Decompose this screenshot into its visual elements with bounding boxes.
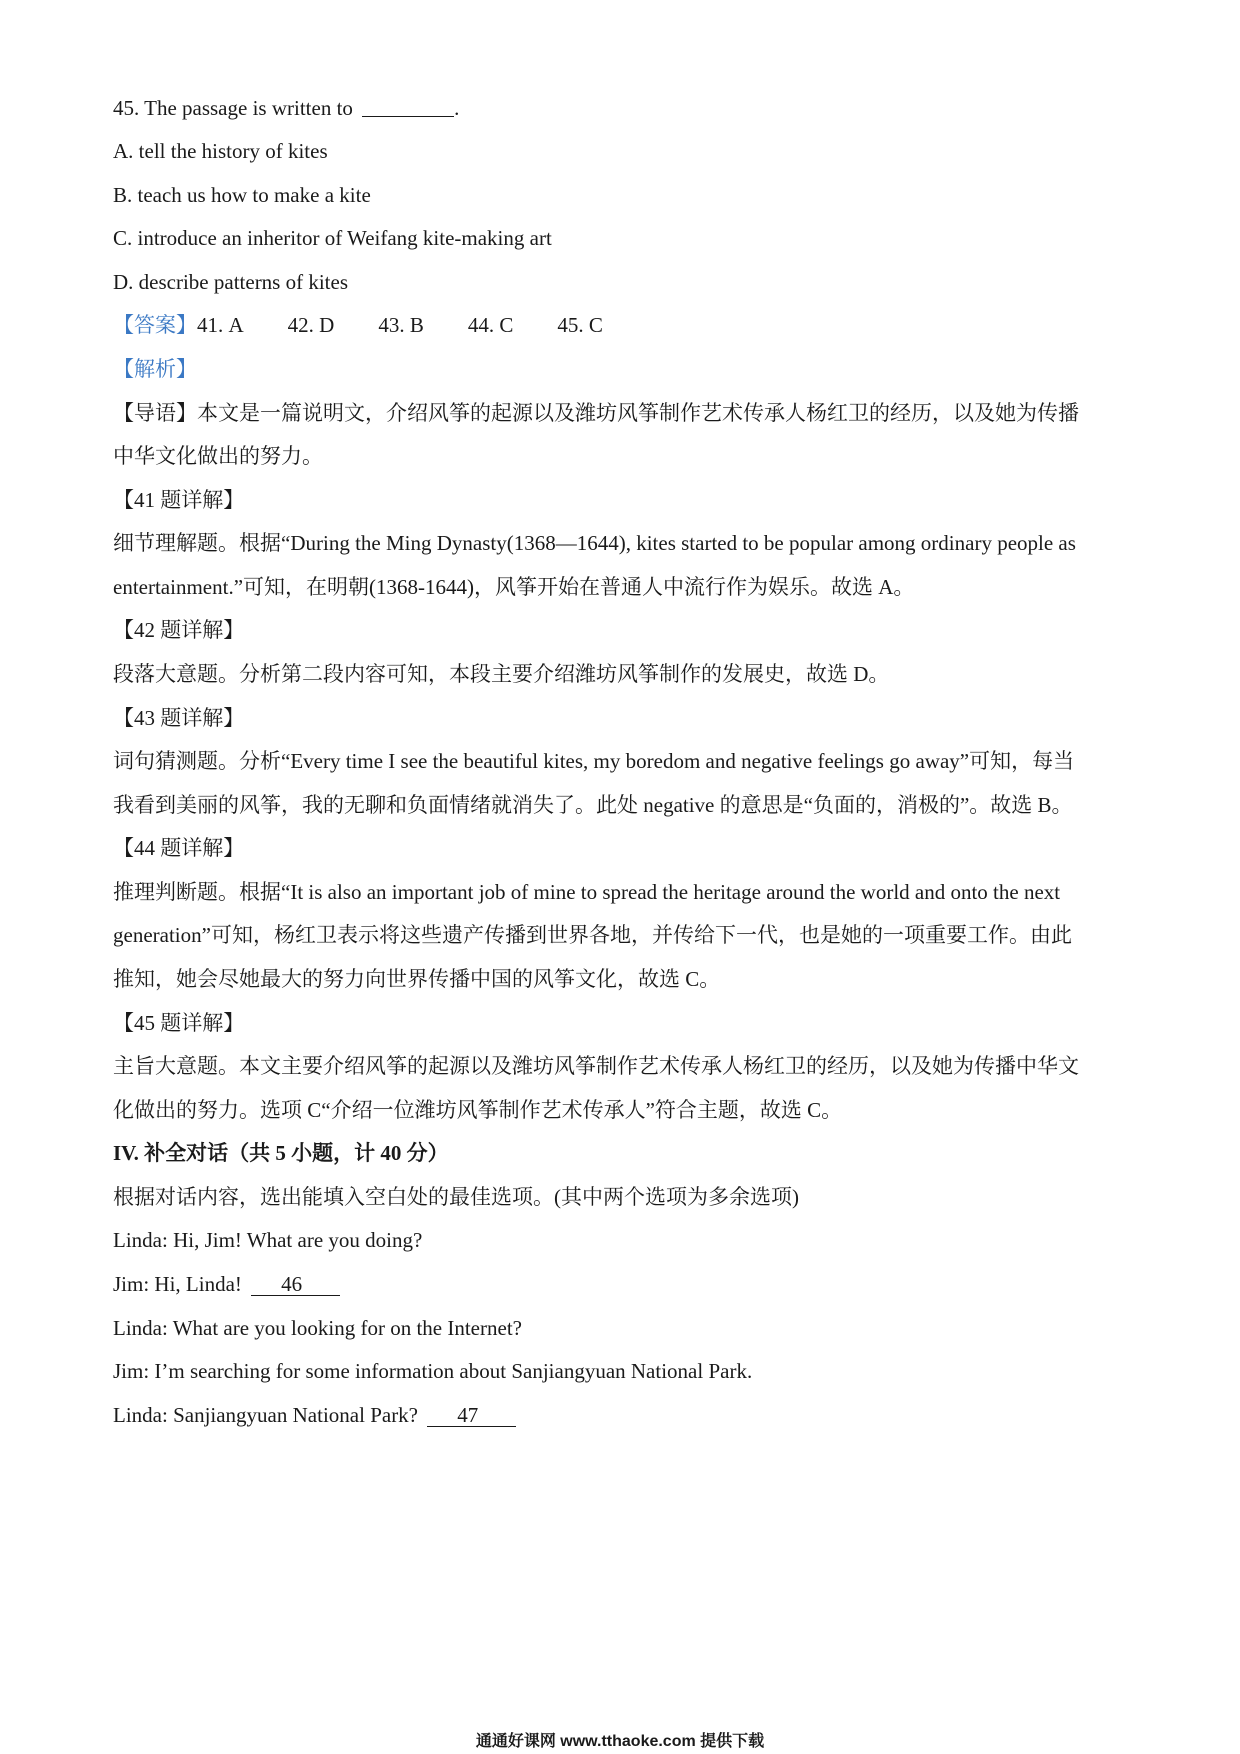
question-45-stem: 45. The passage is written to .: [113, 96, 460, 120]
detail-line: entertainment.”可知，在明朝(1368-1644)，风筝开始在普通人中流行作为娱乐。故选 A。: [113, 575, 915, 599]
detail-line: 我看到美丽的风筝，我的无聊和负面情绪就消失了。此处 negative 的意思是“负面的，消极的”。故选 B。: [113, 793, 1073, 817]
detail-line: generation”可知，杨红卫表示将这些遗产传播到世界各地，并传给下一代，也是她的一项重要工作。由此: [113, 923, 1072, 947]
dialogue-line: Linda: Hi, Jim! What are you doing?: [113, 1228, 423, 1252]
section-title: IV. 补全对话（共 5 小题，计 40 分）: [113, 1141, 449, 1165]
detail-heading-41: 【41 题详解】: [113, 488, 245, 512]
intro-line: 【导语】本文是一篇说明文，介绍风筝的起源以及潍坊风筝制作艺术传承人杨红卫的经历，以及她为传播: [113, 401, 1079, 425]
detail-line: 段落大意题。分析第二段内容可知，本段主要介绍潍坊风筝制作的发展史，故选 D。: [113, 662, 890, 686]
intro-line: 中华文化做出的努力。: [113, 444, 323, 468]
detail-line: 主旨大意题。本文主要介绍风筝的起源以及潍坊风筝制作艺术传承人杨红卫的经历，以及她为传播中华文: [113, 1054, 1079, 1078]
blank-47: 47: [427, 1404, 516, 1427]
detail-heading-43: 【43 题详解】: [113, 706, 245, 730]
answer-item: 42. D: [287, 313, 335, 337]
option-c: C. introduce an inheritor of Weifang kite-making art: [113, 226, 552, 250]
option-a: A. tell the history of kites: [113, 139, 328, 163]
detail-line: 化做出的努力。选项 C“介绍一位潍坊风筝制作艺术传承人”符合主题，故选 C。: [113, 1098, 843, 1122]
answer-tag: 【答案】: [113, 313, 197, 337]
answer-item: 41. A: [197, 313, 244, 337]
answer-item: 45. C: [557, 313, 603, 337]
dialogue-line: Linda: Sanjiangyuan National Park? 47: [113, 1400, 516, 1430]
dialogue-line: Linda: What are you looking for on the Internet?: [113, 1316, 522, 1340]
detail-line: 推理判断题。根据“It is also an important job of mine to spread the heritage around the world and onto the next: [113, 880, 1061, 904]
option-b: B. teach us how to make a kite: [113, 183, 371, 207]
answer-item: 44. C: [467, 313, 514, 337]
dialogue-line: Jim: I’m searching for some information about Sanjiangyuan National Park.: [113, 1359, 753, 1383]
answer-blank: [362, 96, 454, 117]
dialogue-line: Jim: Hi, Linda! 46: [113, 1269, 340, 1299]
detail-heading-44: 【44 题详解】: [113, 836, 245, 860]
page-footer: 通通好课网 www.tthaoke.com 提供下载: [475, 1733, 765, 1750]
detail-line: 词句猜测题。分析“Every time I see the beautiful kites, my boredom and negative feelings go away”可知，每当: [113, 749, 1075, 773]
detail-line: 细节理解题。根据“During the Ming Dynasty(1368—1644), kites started to be popular among ordinary people as: [113, 531, 1076, 555]
option-d: D. describe patterns of kites: [113, 270, 349, 294]
answer-item: 43. B: [378, 313, 424, 337]
answer-key: [113, 310, 603, 340]
section-instruction: 根据对话内容，选出能填入空白处的最佳选项。(其中两个选项为多余选项): [113, 1185, 799, 1209]
detail-heading-45: 【45 题详解】: [113, 1011, 245, 1035]
analysis-tag: 【解析】: [113, 357, 197, 381]
blank-46: 46: [251, 1273, 340, 1296]
detail-heading-42: 【42 题详解】: [113, 618, 245, 642]
detail-line: 推知，她会尽她最大的努力向世界传播中国的风筝文化，故选 C。: [113, 967, 721, 991]
